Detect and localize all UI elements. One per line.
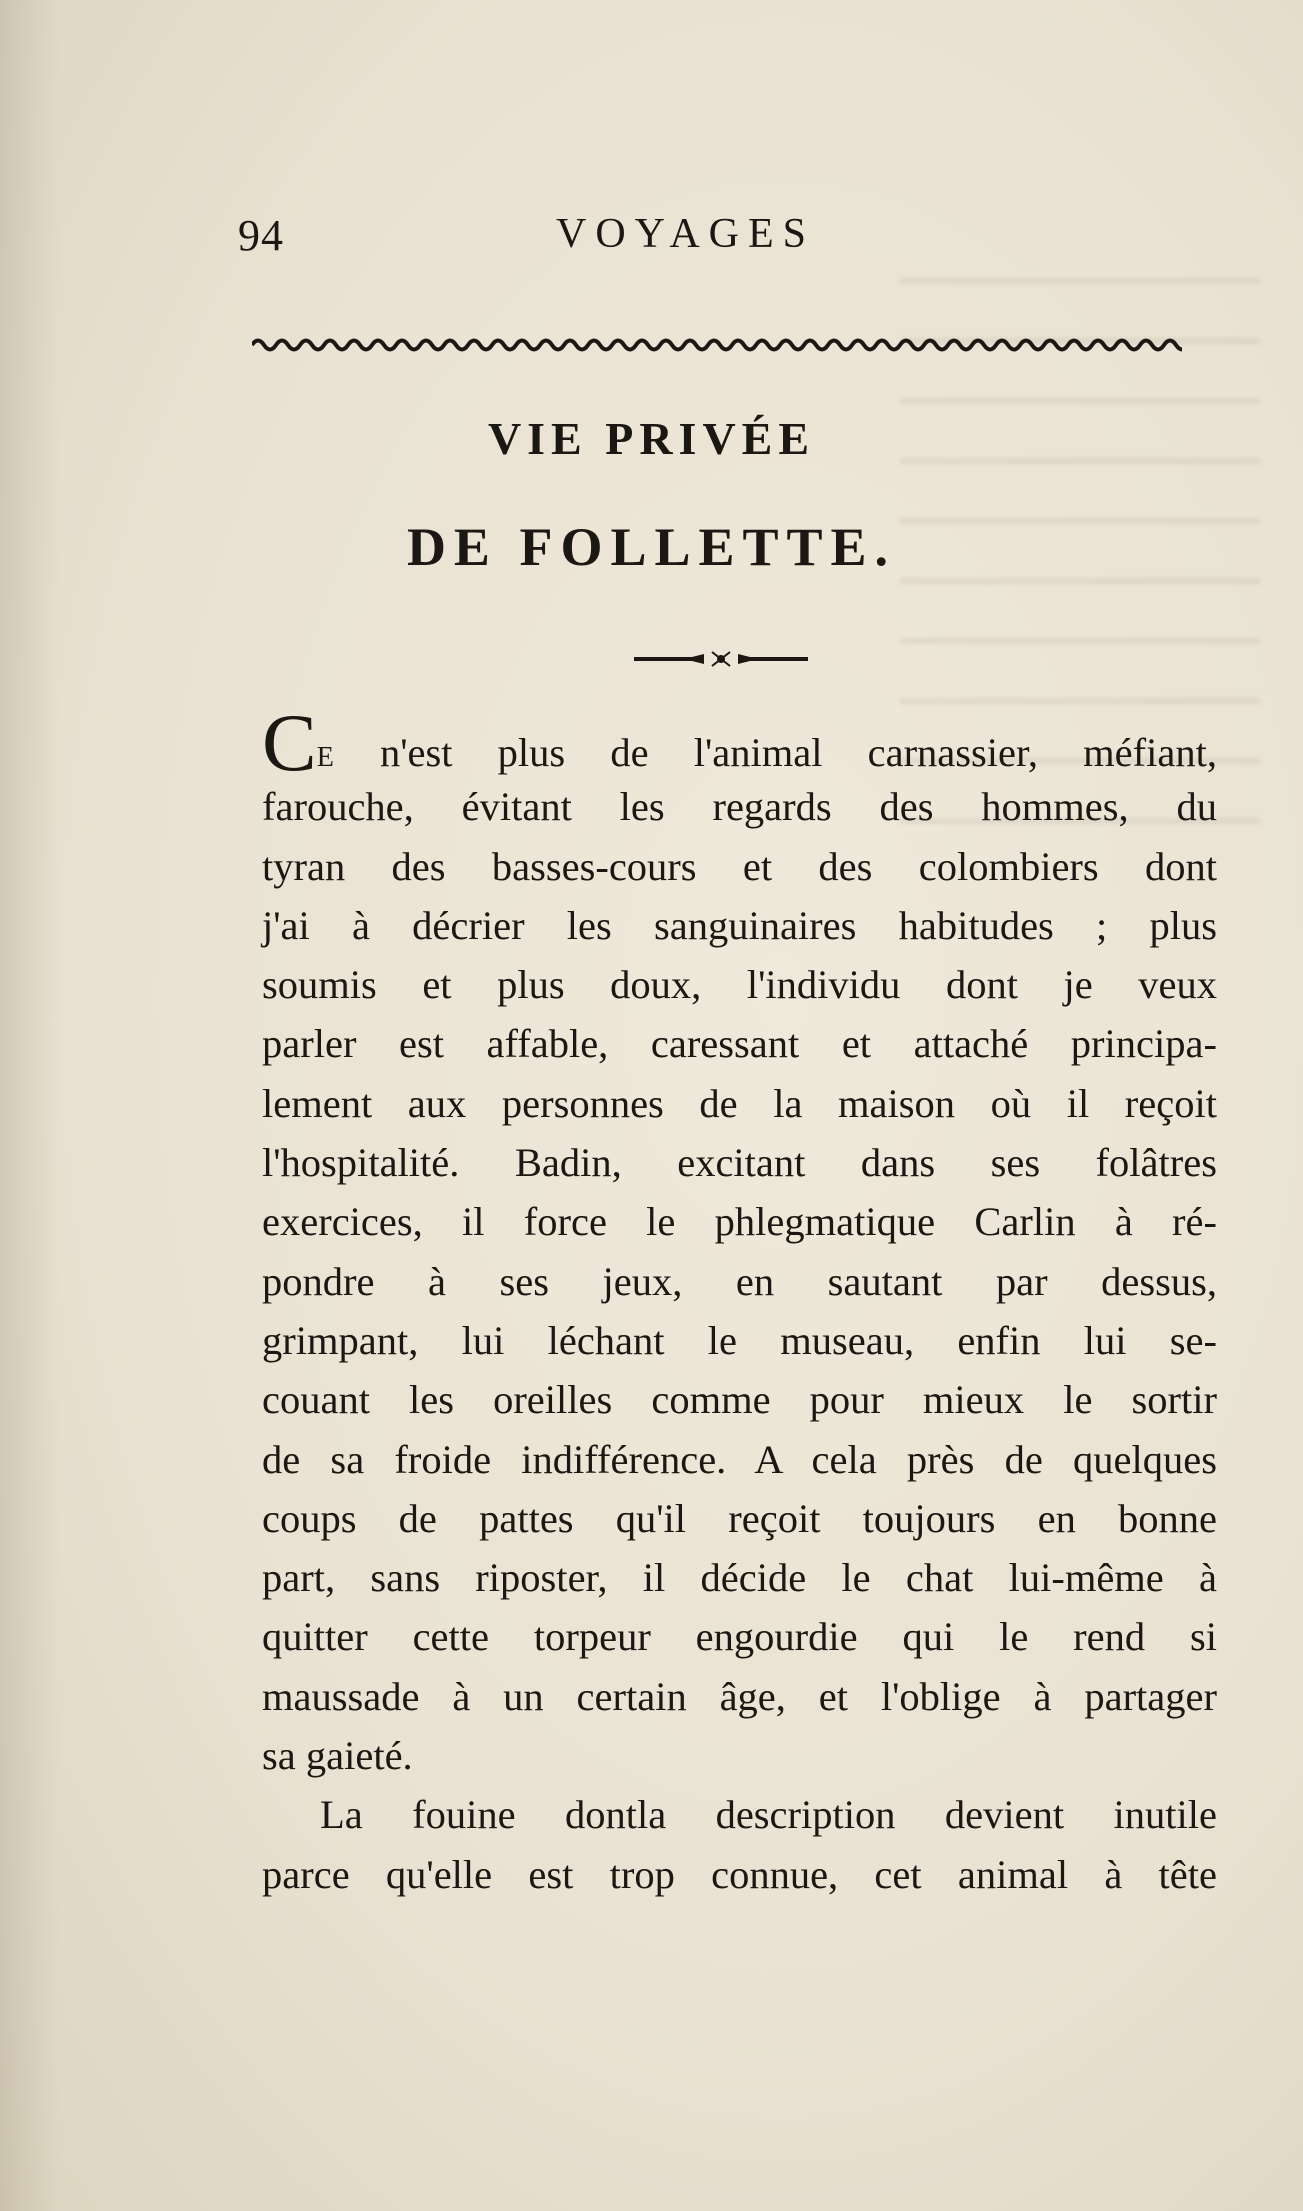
text-line: parler est affable, caressant et attaché principa- [262,1021,1217,1067]
running-head: VOYAGES [556,211,816,257]
text-line: tyran des basses-cours et des colombiers dont [262,843,1217,889]
drop-cap-continuation: E [316,742,335,773]
wavy-rule-divider [252,334,1182,356]
text-line: grimpant, lui léchant le museau, enfin lui se- [262,1317,1217,1363]
paragraph-2 [262,1785,1217,1844]
text-line: parce qu'elle est trop connue, cet animal à tête [262,1851,1217,1897]
page-header [0,210,1303,270]
paragraph-1 [262,697,1217,1785]
text-line: coups de pattes qu'il reçoit toujours en bonne [262,1495,1217,1541]
text-line: couant les oreilles comme pour mieux le sortir [262,1377,1217,1423]
text-line: de sa froide indifférence. A cela près de quelques [262,1436,1217,1482]
ornament-divider [632,648,810,670]
paragraph-2-continued [262,1845,1217,1904]
text-line: quitter cette torpeur engourdie qui le rend si [262,1614,1217,1660]
body-text [262,697,1217,1904]
chapter-title-line-1: VIE PRIVÉE [487,413,816,464]
text-line: exercices, il force le phlegmatique Carlin à ré- [262,1199,1217,1245]
text-line: pondre à ses jeux, en sautant par dessus, [262,1258,1217,1304]
text-line: sa gaieté. [262,1733,413,1779]
chapter-title-line-2: DE FOLLETTE. [406,517,897,577]
text-line-content: n'est plus de l'animal carnassier, méfiant, [334,730,1217,775]
text-line: farouche, évitant les regards des hommes, du [262,784,1217,830]
text-line: lement aux personnes de la maison où il reçoit [262,1080,1217,1126]
text-line: soumis et plus doux, l'individu dont je veux [262,962,1217,1008]
text-line: l'hospitalité. Badin, excitant dans ses folâtres [262,1140,1217,1186]
text-line: part, sans riposter, il décide le chat lui-même à [262,1555,1217,1601]
page-number: 94 [238,211,284,260]
page-gutter-shadow [0,0,60,2211]
drop-cap: C [262,697,317,788]
text-line: j'ai à décrier les sanguinaires habitudes ; plus [262,902,1217,948]
text-line: La fouine dontla description devient inutile [320,1792,1217,1838]
text-line: maussade à un certain âge, et l'oblige à partager [262,1673,1217,1719]
text-line [262,697,1217,788]
